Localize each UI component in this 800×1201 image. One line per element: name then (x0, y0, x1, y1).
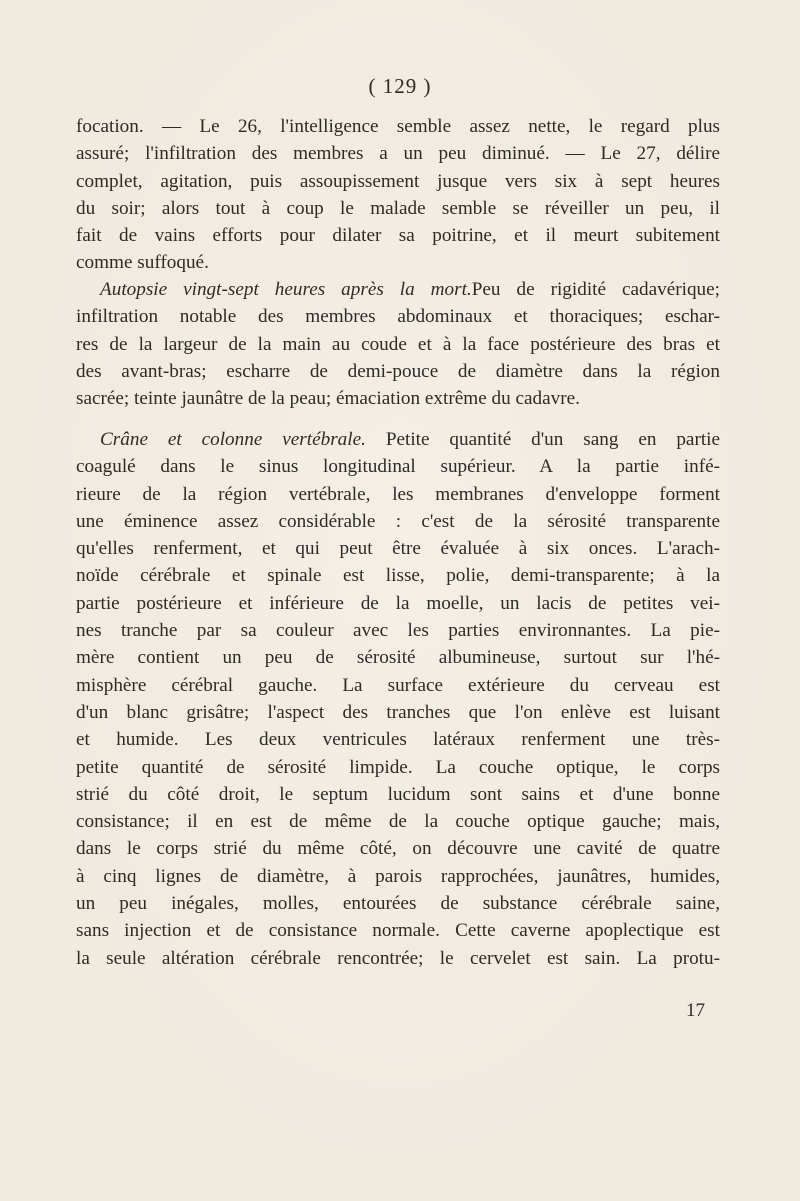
text-line: qu'elles renferment, et qui peut être évaluée à six onces. L'arach- (76, 538, 720, 560)
signature-mark: 17 (686, 1000, 705, 1021)
text-line (76, 426, 720, 453)
text-line: du soir; alors tout à coup le malade semble se réveiller un peu, il (76, 197, 720, 219)
text-line: assuré; l'infiltration des membres a un peu diminué. — Le 27, délire (76, 143, 720, 165)
text-line: d'un blanc grisâtre; l'aspect des tranches que l'on enlève est luisant (76, 701, 720, 723)
text-line: res de la largeur de la main au coude et à la face postérieure des bras et (76, 333, 720, 355)
text-line: consistance; il en est de même de la couche optique gauche; mais, (76, 811, 720, 833)
text-line: infiltration notable des membres abdominaux et thoraciques; eschar- (76, 306, 720, 328)
text-line: un peu inégales, molles, entourées de substance cérébrale saine, (76, 893, 720, 915)
text-line: strié du côté droit, le septum lucidum sont sains et d'une bonne (76, 783, 720, 805)
text-line: nes tranche par sa couleur avec les parties environnantes. La pie- (76, 620, 720, 642)
text-line: dans le corps strié du même côté, on découvre une cavité de quatre (76, 838, 720, 860)
text-line (76, 276, 720, 303)
text-line: des avant-bras; escharre de demi-pouce de diamètre dans la région (76, 360, 720, 382)
text-line: sans injection et de consistance normale. Cette caverne apoplectique est (76, 920, 720, 942)
paragraph-2 (76, 276, 720, 412)
text-line: partie postérieure et inférieure de la moelle, un lacis de petites vei- (76, 592, 720, 614)
page-number: ( 129 ) (368, 74, 432, 98)
paragraph-3 (76, 426, 720, 972)
text-line: sacrée; teinte jaunâtre de la peau; émaciation extrême du cadavre. (76, 388, 580, 410)
text-run: Peu de rigidité cadavérique; (471, 279, 720, 300)
text-line: complet, agitation, puis assoupissement jusque vers six à sept heures (76, 170, 720, 192)
text-line: noïde cérébrale et spinale est lisse, polie, demi-transparente; à la (76, 565, 720, 587)
autopsy-heading: Autopsie vingt-sept heures après la mort. (100, 279, 472, 300)
text-line: comme suffoqué. (76, 252, 209, 274)
text-line: misphère cérébral gauche. La surface extérieure du cerveau est (76, 674, 720, 696)
text-line: coagulé dans le sinus longitudinal supérieur. A la partie infé- (76, 456, 720, 478)
text-line: à cinq lignes de diamètre, à parois rapprochées, jaunâtres, humides, (76, 865, 720, 887)
skull-heading: Crâne et colonne vertébrale. (100, 429, 366, 450)
text-line: rieure de la région vertébrale, les membranes d'enveloppe forment (76, 483, 720, 505)
text-line: la seule altération cérébrale rencontrée; le cervelet est sain. La protu- (76, 947, 720, 969)
text-line: mère contient un peu de sérosité albumineuse, surtout sur l'hé- (76, 647, 720, 669)
text-line: une éminence assez considérable : c'est de la sérosité transparente (76, 510, 720, 532)
paragraph-1 (76, 113, 720, 277)
text-line: petite quantité de sérosité limpide. La couche optique, le corps (76, 756, 720, 778)
text-run: Petite quantité d'un sang en partie (385, 429, 721, 450)
text-line: et humide. Les deux ventricules latéraux renferment une très- (76, 729, 720, 751)
text-line: focation. — Le 26, l'intelligence semble assez nette, le regard plus (76, 116, 720, 137)
text-line: fait de vains efforts pour dilater sa poitrine, et il meurt subitement (76, 225, 720, 247)
